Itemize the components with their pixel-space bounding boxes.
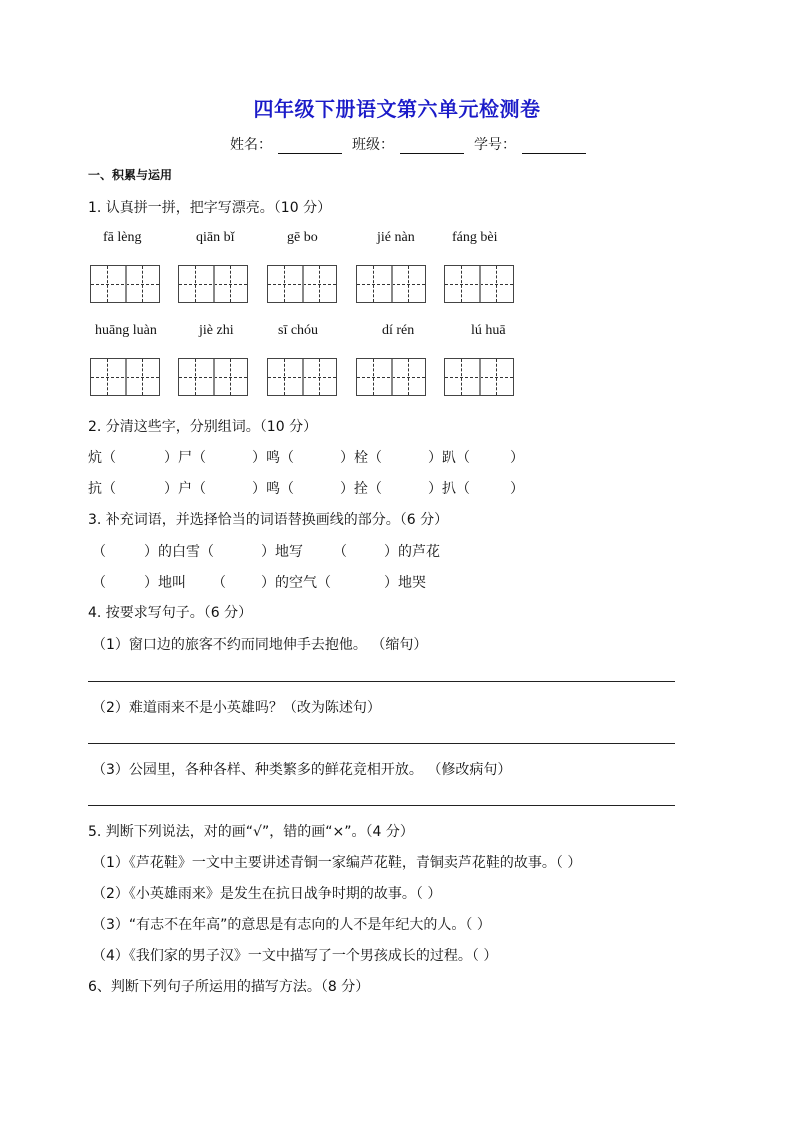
writing-box[interactable] [444, 358, 514, 396]
name-blank[interactable] [278, 140, 342, 154]
char-prompt: ）趴（ [428, 450, 470, 466]
phrase: （ [92, 575, 106, 591]
question-2-title: 2. 分清这些字，分别组词。（10 分） [88, 419, 318, 435]
exam-title: 四年级下册语文第六单元检测卷 [253, 97, 541, 121]
true-false-item-4: （4）《我们家的男子汉》一文中描写了一个男孩成长的过程。（ ） [92, 948, 498, 964]
phrase: ）的空气（ [261, 575, 331, 591]
char-prompt: ） [510, 481, 524, 497]
section-heading: 一、积累与运用 [88, 168, 173, 182]
writing-box[interactable] [267, 265, 337, 303]
student-number-label: 学号： [474, 137, 516, 153]
sentence-task-1: （1）窗口边的旅客不约而同地伸手去抱他。 （缩句） [92, 637, 428, 653]
writing-box[interactable] [178, 358, 248, 396]
char-prompt: 抗（ [88, 481, 116, 497]
writing-box[interactable] [444, 265, 514, 303]
pinyin: sī chóu [278, 323, 319, 338]
char-prompt: 炕（ [88, 450, 116, 466]
phrase: ）地叫 [144, 575, 186, 591]
question-3-title: 3. 补充词语，并选择恰当的词语替换画线的部分。（6 分） [88, 512, 449, 528]
phrase: （ [212, 575, 226, 591]
writing-box[interactable] [356, 358, 426, 396]
pinyin: qiān bǐ [196, 230, 235, 245]
char-prompt: ）尸（ [164, 450, 206, 466]
phrase: （ [333, 544, 347, 560]
writing-box[interactable] [90, 265, 160, 303]
writing-box[interactable] [267, 358, 337, 396]
pinyin: lú huā [471, 323, 506, 338]
true-false-item-3: （3）“有志不在年高”的意思是有志向的人不是年纪大的人。（ ） [92, 917, 491, 933]
true-false-item-1: （1）《芦花鞋》一文中主要讲述青铜一家编芦花鞋，青铜卖芦花鞋的故事。（ ） [92, 855, 582, 871]
writing-box[interactable] [356, 265, 426, 303]
char-prompt: ）栓（ [340, 450, 382, 466]
char-prompt: ）扒（ [428, 481, 470, 497]
question-6-title: 6、判断下列句子所运用的描写方法。（8 分） [88, 979, 370, 995]
answer-line-1[interactable] [88, 681, 675, 682]
question-5-title: 5. 判断下列说法，对的画“√”，错的画“×”。（4 分） [88, 824, 414, 840]
answer-line-3[interactable] [88, 805, 675, 806]
char-prompt: ）拴（ [340, 481, 382, 497]
char-prompt: ）鸣（ [252, 481, 294, 497]
writing-box[interactable] [90, 358, 160, 396]
pinyin: fáng bèi [452, 230, 498, 245]
pinyin: huāng luàn [95, 323, 157, 338]
class-blank[interactable] [400, 140, 464, 154]
pinyin: jié nàn [377, 230, 415, 245]
question-4-title: 4. 按要求写句子。（6 分） [88, 605, 253, 621]
phrase: ）的芦花 [384, 544, 440, 560]
char-prompt: ）户（ [164, 481, 206, 497]
char-prompt: ） [510, 450, 524, 466]
question-1-title: 1. 认真拼一拼，把字写漂亮。（10 分） [88, 200, 332, 216]
char-prompt: ）鸣（ [252, 450, 294, 466]
class-label: 班级： [352, 137, 394, 153]
phrase: ）地哭 [384, 575, 426, 591]
phrase: （ [92, 544, 106, 560]
phrase: ）地写 [261, 544, 303, 560]
sentence-task-2: （2）难道雨来不是小英雄吗？（改为陈述句） [92, 700, 381, 716]
student-number-blank[interactable] [522, 140, 586, 154]
sentence-task-3: （3）公园里，各种各样、种类繁多的鲜花竞相开放。 （修改病句） [92, 762, 512, 778]
writing-box[interactable] [178, 265, 248, 303]
student-info [230, 134, 596, 154]
phrase: ）的白雪（ [144, 544, 214, 560]
true-false-item-2: （2）《小英雄雨来》是发生在抗日战争时期的故事。（ ） [92, 886, 442, 902]
pinyin: fā lèng [103, 230, 142, 245]
pinyin: jiè zhi [199, 323, 234, 338]
name-label: 姓名： [230, 137, 272, 153]
answer-line-2[interactable] [88, 743, 675, 744]
pinyin: gē bo [287, 230, 318, 245]
pinyin: dí rén [382, 323, 415, 338]
